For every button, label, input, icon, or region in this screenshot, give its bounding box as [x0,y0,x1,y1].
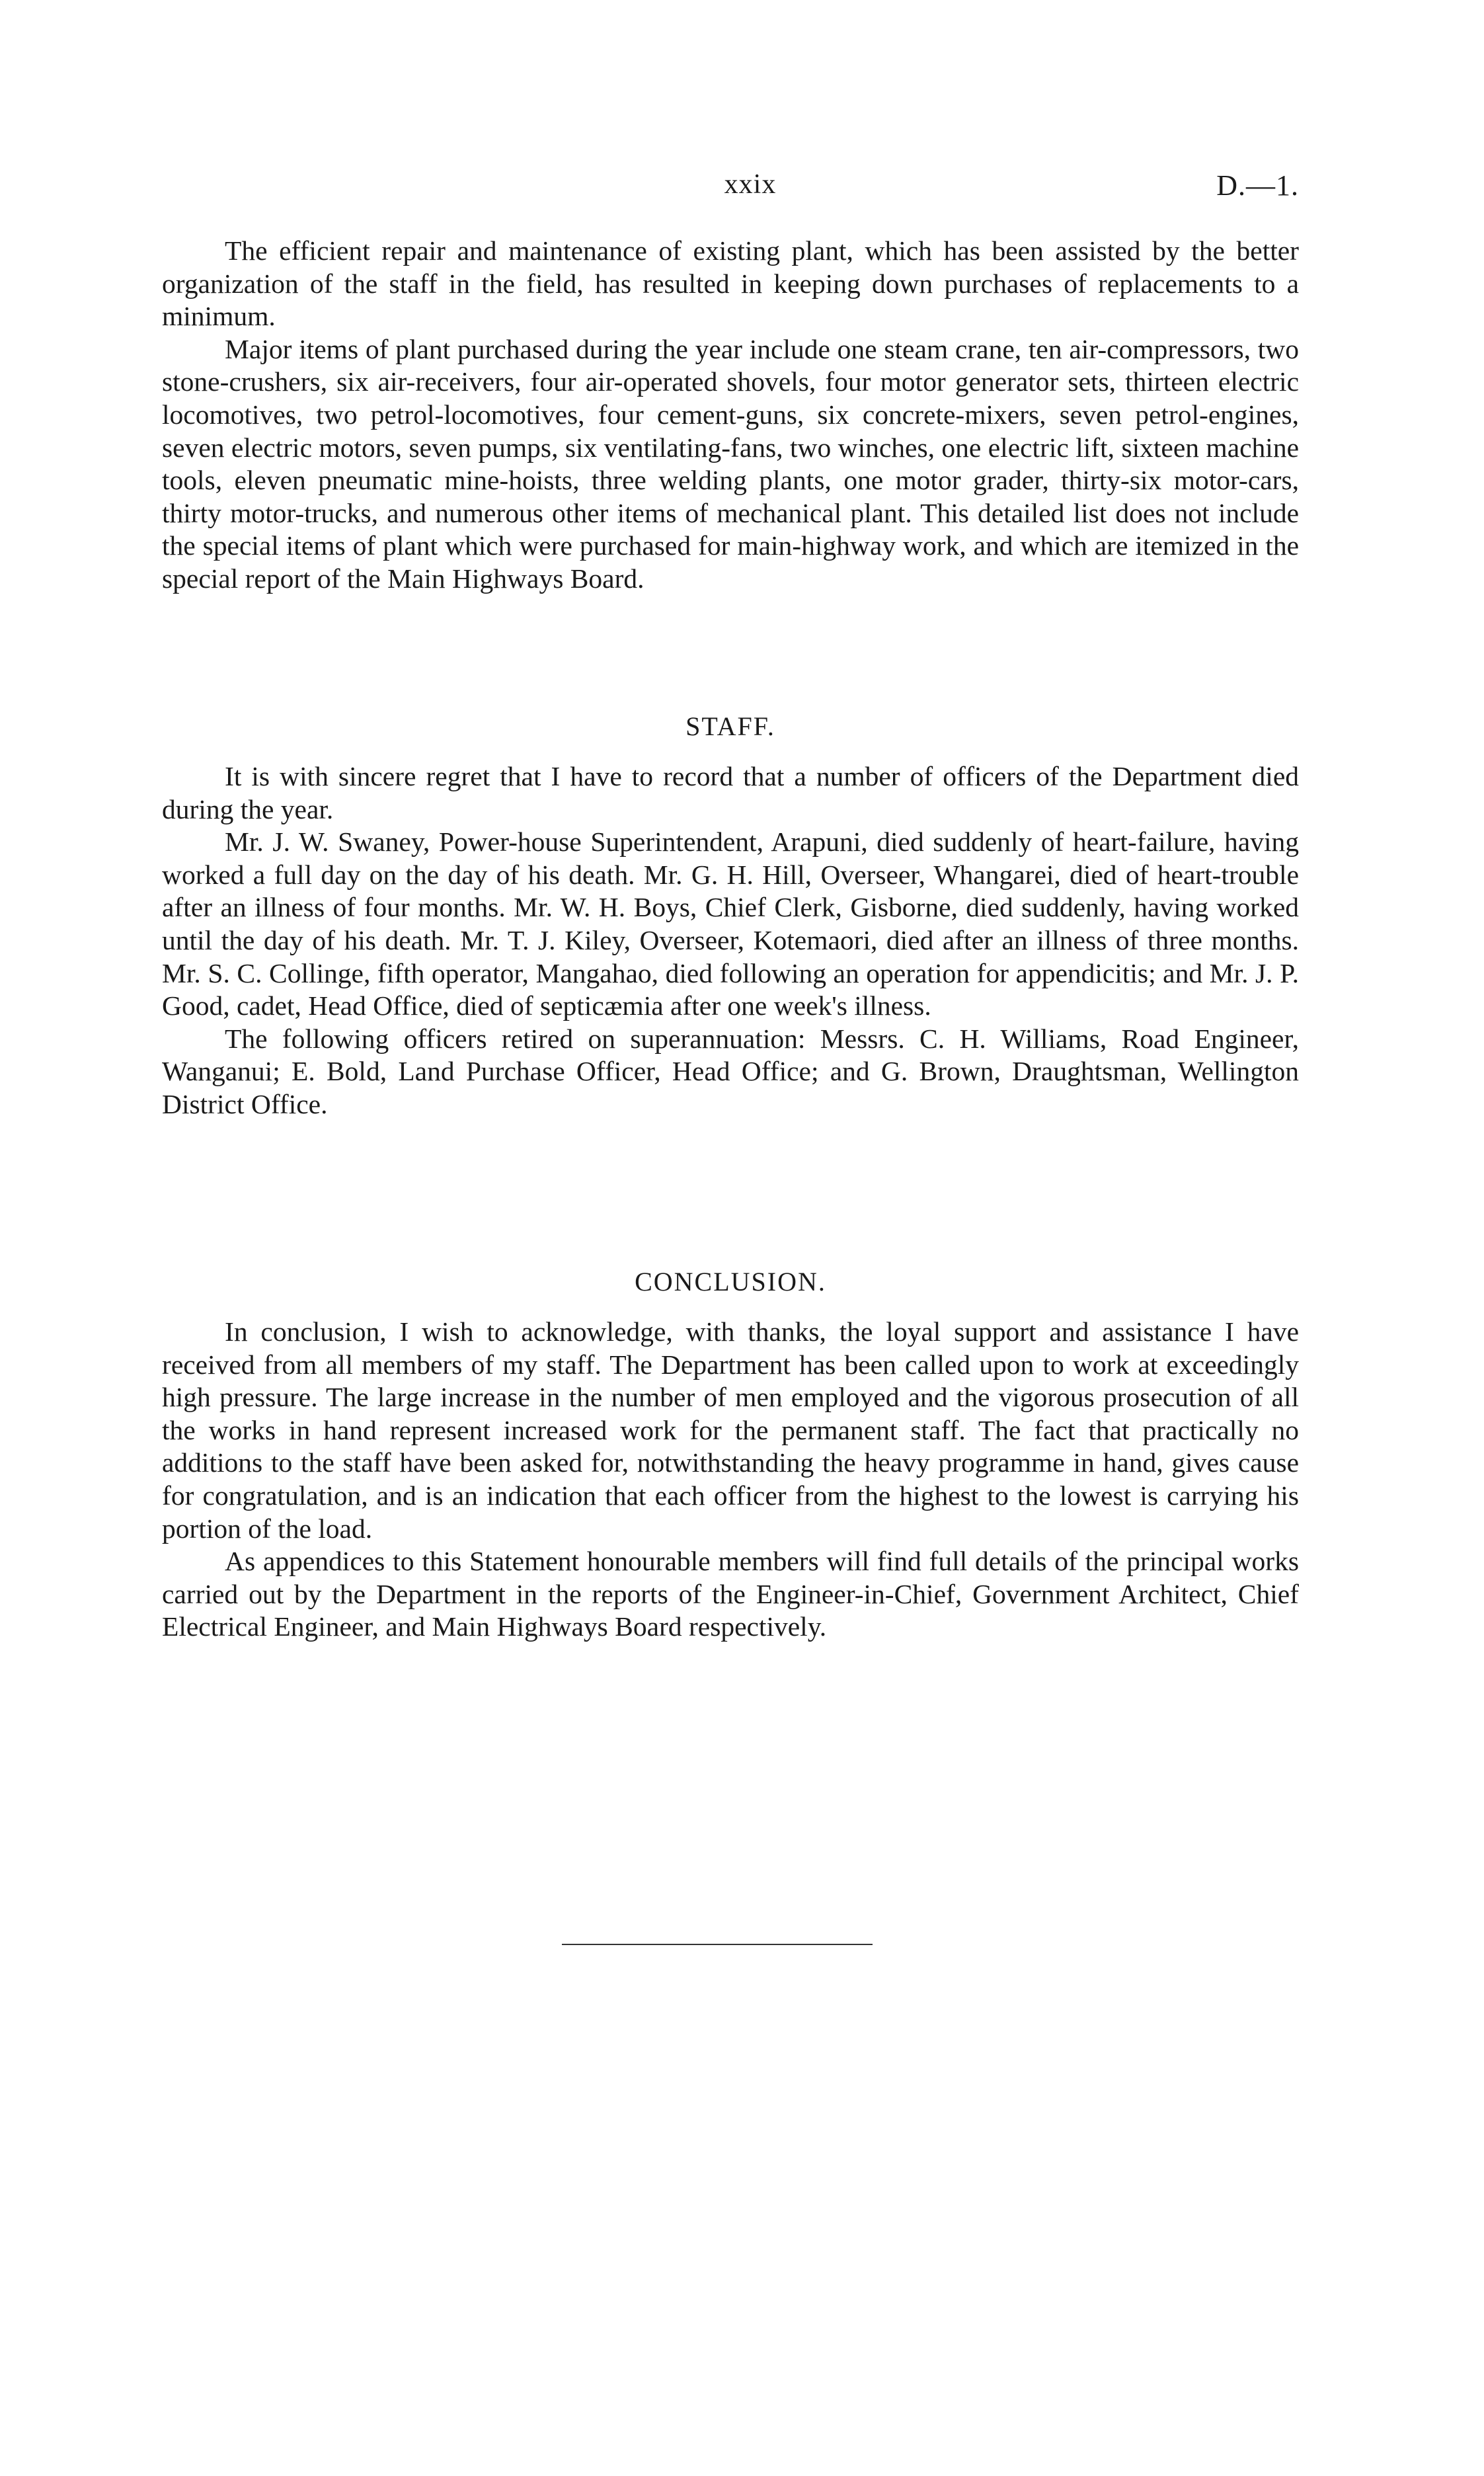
conclusion-paragraph-1: In conclusion, I wish to acknowledge, with thanks, the loyal support and assistance I have received from all members of my staff. The Department has been called upon to work at exceedingly high pressure. The large increase in the number of men employed and the vigorous prosecution of all the works in hand represent increased work for the permanent staff. The fact that practically no additions to the staff have been asked for, notwithstanding the heavy programme in hand, gives cause for congratulation, and is an indication that each officer from the highest to the lowest is carrying his portion of the load. [162,1316,1299,1544]
conclusion-paragraph-2: As appendices to this Statement honourable members will find full details of the principal works carried out by the Department in the reports of the Engineer-in-Chief, Government Architect, Chief Electrical Engineer, and Main Highways Board respectively. [162,1546,1299,1642]
plant-paragraph-1: The efficient repair and maintenance of existing plant, which has been assisted by the better organization of the staff in the field, has resulted in keeping down purchases of replacements to a minimum. [162,235,1299,332]
conclusion-section [162,1316,1299,1644]
plant-section [162,235,1299,596]
staff-section [162,760,1299,1121]
staff-paragraph-3: The following officers retired on superannuation: Messrs. C. H. Williams, Road Engineer, Wanganui; E. Bold, Land Purchase Officer, Head Office; and G. Brown, Draughtsman, Wellington District Office. [162,1023,1299,1119]
page-number: xxix [724,169,777,200]
end-rule [562,1944,873,1945]
conclusion-heading: CONCLUSION. [635,1267,826,1297]
staff-paragraph-2: Mr. J. W. Swaney, Power-house Superintendent, Arapuni, died suddenly of heart-failure, having worked a full day on the day of his death. Mr. G. H. Hill, Overseer, Whangarei, died of heart-trouble after an illness of four months. Mr. W. H. Boys, Chief Clerk, Gisborne, died suddenly, having worked until the day of his death. Mr. T. J. Kiley, Overseer, Kotemaori, died after an illness of three months. Mr. S. C. Collinge, fifth operator, Mangahao, died following an operation for appendicitis; and Mr. J. P. Good, cadet, Head Office, died of septicæmia after one week's illness. [162,826,1299,1021]
staff-paragraph-1: It is with sincere regret that I have to record that a number of officers of the Department died during the year. [162,761,1299,824]
document-code: D.—1. [1216,169,1299,202]
staff-heading: STAFF. [685,711,775,741]
page-header [202,169,1299,215]
plant-paragraph-2: Major items of plant purchased during the year include one steam crane, ten air-compressors, two stone-crushers, six air-receivers, four air-operated shovels, four motor generator sets, thirteen electric locomotives, two petrol-locomotives, four cement-guns, six concrete-mixers, seven petrol-engines, seven electric motors, seven pumps, six ventilating-fans, two winches, one electric lift, sixteen machine tools, eleven pneumatic mine-hoists, three welding plants, one motor grader, thirty-six motor-cars, thirty motor-trucks, and numerous other items of mechanical plant. This detailed list does not include the special items of plant which were purchased for main-highway work, and which are itemized in the special report of the Main Highways Board. [162,333,1299,594]
